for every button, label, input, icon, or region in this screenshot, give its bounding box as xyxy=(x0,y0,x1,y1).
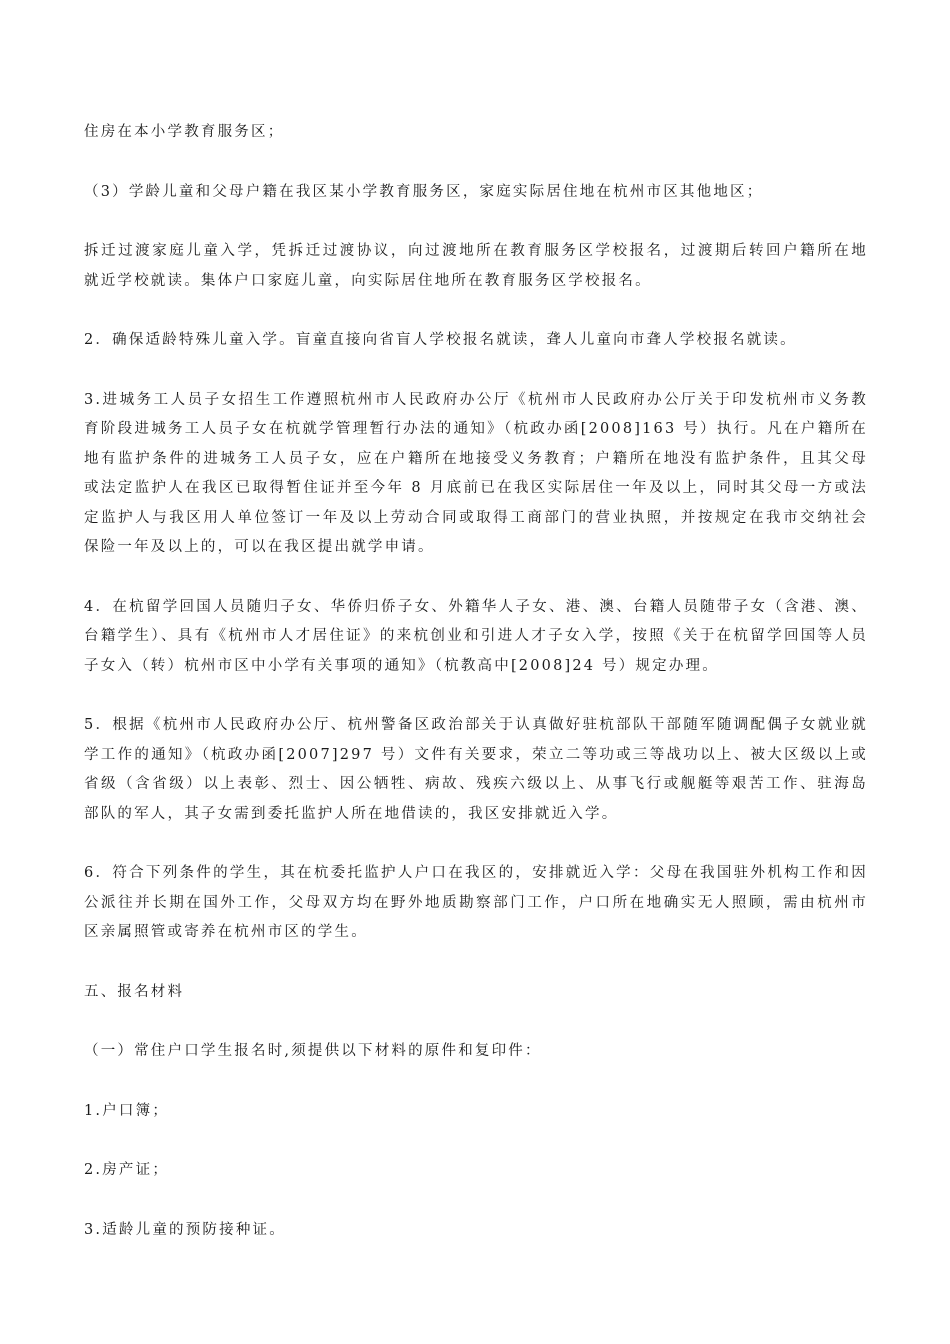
section-heading-materials: 五、报名材料 xyxy=(84,983,185,1000)
paragraph-materials-intro: （一）常住户口学生报名时,须提供以下材料的原件和复印件： xyxy=(84,1043,542,1059)
paragraph-military-families: 5．根据《杭州市人民政府办公厅、杭州警备区政治部关于认真做好驻杭部队干部随军随调配偶子女就业就学工作的通知》（杭政办函[2007]297 号）文件有关要求，荣立二等功或三等战功以上、被大区级以上或省级（含省级）以上表彰、烈士、因公牺牲、病故、残疾六级以上、从事飞行或舰艇等艰苦工作、驻海岛部队的军人，其子女需到委托监护人所在地借读的，我区安排就近入学。 xyxy=(84,717,868,822)
list-item-household-register: 1.户口簿； xyxy=(84,1102,170,1119)
paragraph-item-3: （3）学龄儿童和父母户籍在我区某小学教育服务区，家庭实际居住地在杭州市区其他地区； xyxy=(84,183,764,200)
paragraph-returned-overseas: 4．在杭留学回国人员随归子女、华侨归侨子女、外籍华人子女、港、澳、台籍人员随带子女（含港、澳、台籍学生）、具有《杭州市人才居住证》的来杭创业和引进人才子女入学，按照《关于在杭留学回国等人员子女入（转）杭州市区中小学有关事项的通知》（杭教高中[2008]24 号）规定办理。 xyxy=(84,598,868,674)
paragraph-housing-area: 住房在本小学教育服务区； xyxy=(84,124,285,140)
document-page xyxy=(84,118,868,1245)
paragraph-relocation: 拆迁过渡家庭儿童入学，凭拆迁过渡协议，向过渡地所在教育服务区学校报名，过渡期后转回户籍所在地就近学校就读。集体户口家庭儿童，向实际居住地所在教育服务区学校报名。 xyxy=(84,243,868,289)
list-item-vaccination-certificate: 3.适龄儿童的预防接种证。 xyxy=(84,1221,286,1238)
list-item-property-certificate: 2.房产证； xyxy=(84,1162,170,1178)
paragraph-migrant-workers: 3.进城务工人员子女招生工作遵照杭州市人民政府办公厅《杭州市人民政府办公厅关于印发杭州市义务教育阶段进城务工人员子女在杭就学管理暂行办法的通知》（杭政办函[2008]163 号）执行。凡在户籍所在地有监护条件的进城务工人员子女，应在户籍所在地接受义务教育；户籍所在地没有监护条件，且其父母或法定监护人在我区已取得暂住证并至今年 8 月底前已在我区实际居住一年及以上，同时其父母一方或法定监护人与我区用人单位签订一年及以上劳动合同或取得工商部门的营业执照，并按规定在我市交纳社会保险一年及以上的，可以在我区提出就学申请。 xyxy=(84,391,868,555)
paragraph-special-children: 2．确保适龄特殊儿童入学。盲童直接向省盲人学校报名就读，聋人儿童向市聋人学校报名就读。 xyxy=(84,332,797,348)
paragraph-guardian-conditions: 6．符合下列条件的学生，其在杭委托监护人户口在我区的，安排就近入学：父母在我国驻外机构工作和因公派往并长期在国外工作，父母双方均在野外地质勘察部门工作，户口所在地确实无人照顾，需由杭州市区亲属照管或寄养在杭州市区的学生。 xyxy=(84,865,868,940)
